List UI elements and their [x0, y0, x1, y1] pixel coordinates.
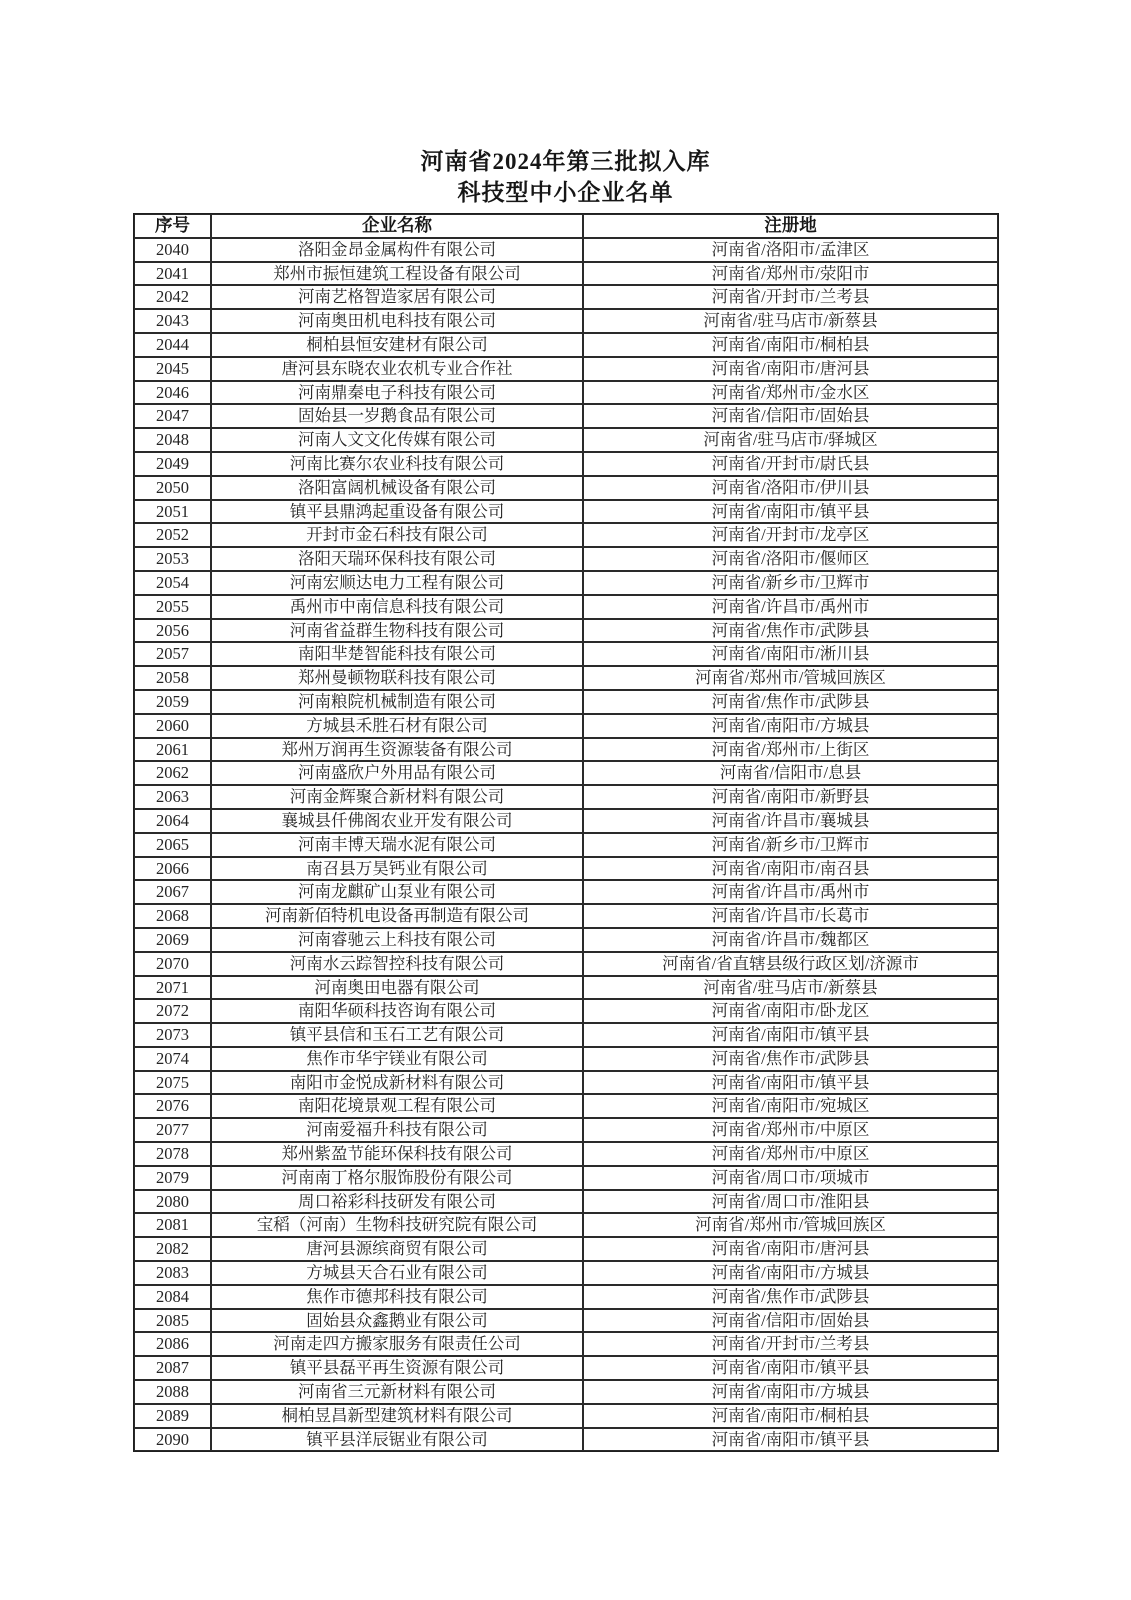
cell-company-name: 方城县天合石业有限公司 — [211, 1261, 583, 1285]
cell-company-name: 南阳芈楚智能科技有限公司 — [211, 642, 583, 666]
cell-serial: 2052 — [134, 523, 211, 547]
cell-company-name: 洛阳天瑞环保科技有限公司 — [211, 547, 583, 571]
cell-serial: 2048 — [134, 428, 211, 452]
table-row — [134, 381, 998, 405]
table-row — [134, 404, 998, 428]
table-row — [134, 1332, 998, 1356]
cell-company-name: 郑州市振恒建筑工程设备有限公司 — [211, 262, 583, 286]
cell-registration: 河南省/焦作市/武陟县 — [583, 1285, 998, 1309]
table-row — [134, 452, 998, 476]
table-row — [134, 1309, 998, 1333]
cell-serial: 2046 — [134, 381, 211, 405]
cell-registration: 河南省/南阳市/桐柏县 — [583, 1404, 998, 1428]
cell-serial: 2080 — [134, 1190, 211, 1214]
table-header-row — [134, 214, 998, 238]
cell-company-name: 河南丰博天瑞水泥有限公司 — [211, 833, 583, 857]
table-row — [134, 809, 998, 833]
companies-table — [133, 213, 999, 1452]
cell-company-name: 南召县万昊钙业有限公司 — [211, 857, 583, 881]
cell-registration: 河南省/开封市/兰考县 — [583, 285, 998, 309]
cell-serial: 2079 — [134, 1166, 211, 1190]
cell-registration: 河南省/许昌市/襄城县 — [583, 809, 998, 833]
cell-registration: 河南省/南阳市/卧龙区 — [583, 999, 998, 1023]
cell-registration: 河南省/许昌市/长葛市 — [583, 904, 998, 928]
cell-registration: 河南省/南阳市/唐河县 — [583, 357, 998, 381]
cell-serial: 2074 — [134, 1047, 211, 1071]
column-header-company-name: 企业名称 — [211, 214, 583, 238]
cell-company-name: 河南宏顺达电力工程有限公司 — [211, 571, 583, 595]
cell-serial: 2042 — [134, 285, 211, 309]
cell-company-name: 桐柏昱昌新型建筑材料有限公司 — [211, 1404, 583, 1428]
table-row — [134, 738, 998, 762]
cell-registration: 河南省/郑州市/管城回族区 — [583, 666, 998, 690]
cell-serial: 2076 — [134, 1094, 211, 1118]
table-row — [134, 500, 998, 524]
cell-serial: 2070 — [134, 952, 211, 976]
table-row — [134, 1118, 998, 1142]
table-row — [134, 690, 998, 714]
cell-registration: 河南省/新乡市/卫辉市 — [583, 833, 998, 857]
table-row — [134, 1071, 998, 1095]
cell-serial: 2081 — [134, 1213, 211, 1237]
cell-registration: 河南省/郑州市/管城回族区 — [583, 1213, 998, 1237]
cell-registration: 河南省/南阳市/方城县 — [583, 1380, 998, 1404]
cell-company-name: 河南艺格智造家居有限公司 — [211, 285, 583, 309]
cell-company-name: 河南南丁格尔服饰股份有限公司 — [211, 1166, 583, 1190]
table-row — [134, 1237, 998, 1261]
cell-company-name: 周口裕彩科技研发有限公司 — [211, 1190, 583, 1214]
cell-registration: 河南省/郑州市/金水区 — [583, 381, 998, 405]
cell-registration: 河南省/信阳市/固始县 — [583, 404, 998, 428]
cell-serial: 2040 — [134, 238, 211, 262]
table-row — [134, 595, 998, 619]
cell-serial: 2049 — [134, 452, 211, 476]
cell-serial: 2068 — [134, 904, 211, 928]
cell-company-name: 郑州万润再生资源装备有限公司 — [211, 738, 583, 762]
cell-serial: 2088 — [134, 1380, 211, 1404]
cell-serial: 2082 — [134, 1237, 211, 1261]
cell-serial: 2078 — [134, 1142, 211, 1166]
cell-registration: 河南省/周口市/项城市 — [583, 1166, 998, 1190]
cell-serial: 2055 — [134, 595, 211, 619]
cell-registration: 河南省/南阳市/方城县 — [583, 1261, 998, 1285]
cell-company-name: 河南龙麒矿山泵业有限公司 — [211, 880, 583, 904]
table-row — [134, 642, 998, 666]
cell-company-name: 桐柏县恒安建材有限公司 — [211, 333, 583, 357]
cell-company-name: 河南金辉聚合新材料有限公司 — [211, 785, 583, 809]
column-header-registration: 注册地 — [583, 214, 998, 238]
cell-company-name: 郑州曼顿物联科技有限公司 — [211, 666, 583, 690]
table-row — [134, 571, 998, 595]
cell-registration: 河南省/洛阳市/伊川县 — [583, 476, 998, 500]
table-row — [134, 1380, 998, 1404]
table-row — [134, 666, 998, 690]
cell-serial: 2059 — [134, 690, 211, 714]
table-row — [134, 1285, 998, 1309]
table-row — [134, 238, 998, 262]
cell-company-name: 河南粮院机械制造有限公司 — [211, 690, 583, 714]
table-row — [134, 523, 998, 547]
cell-company-name: 固始县众鑫鹅业有限公司 — [211, 1309, 583, 1333]
cell-serial: 2056 — [134, 619, 211, 643]
cell-company-name: 镇平县鼎鸿起重设备有限公司 — [211, 500, 583, 524]
document-title — [0, 146, 1131, 208]
cell-serial: 2044 — [134, 333, 211, 357]
cell-company-name: 宝稻（河南）生物科技研究院有限公司 — [211, 1213, 583, 1237]
cell-serial: 2073 — [134, 1023, 211, 1047]
cell-serial: 2043 — [134, 309, 211, 333]
cell-company-name: 洛阳富阔机械设备有限公司 — [211, 476, 583, 500]
cell-serial: 2060 — [134, 714, 211, 738]
cell-registration: 河南省/南阳市/淅川县 — [583, 642, 998, 666]
cell-registration: 河南省/驻马店市/驿城区 — [583, 428, 998, 452]
cell-serial: 2086 — [134, 1332, 211, 1356]
cell-serial: 2067 — [134, 880, 211, 904]
cell-registration: 河南省/郑州市/上街区 — [583, 738, 998, 762]
cell-registration: 河南省/南阳市/镇平县 — [583, 500, 998, 524]
cell-serial: 2062 — [134, 761, 211, 785]
cell-company-name: 郑州紫盈节能环保科技有限公司 — [211, 1142, 583, 1166]
cell-serial: 2071 — [134, 976, 211, 1000]
cell-serial: 2061 — [134, 738, 211, 762]
cell-company-name: 南阳华硕科技咨询有限公司 — [211, 999, 583, 1023]
cell-registration: 河南省/洛阳市/偃师区 — [583, 547, 998, 571]
cell-serial: 2077 — [134, 1118, 211, 1142]
table-row — [134, 285, 998, 309]
cell-registration: 河南省/南阳市/镇平县 — [583, 1023, 998, 1047]
cell-serial: 2053 — [134, 547, 211, 571]
cell-company-name: 河南奥田机电科技有限公司 — [211, 309, 583, 333]
table-row — [134, 1356, 998, 1380]
cell-serial: 2072 — [134, 999, 211, 1023]
cell-company-name: 襄城县仟佛阁农业开发有限公司 — [211, 809, 583, 833]
cell-registration: 河南省/郑州市/荥阳市 — [583, 262, 998, 286]
table-row — [134, 976, 998, 1000]
cell-serial: 2051 — [134, 500, 211, 524]
table-row — [134, 309, 998, 333]
table-row — [134, 785, 998, 809]
table-row — [134, 1404, 998, 1428]
table-row — [134, 262, 998, 286]
cell-company-name: 固始县一岁鹅食品有限公司 — [211, 404, 583, 428]
cell-registration: 河南省/焦作市/武陟县 — [583, 1047, 998, 1071]
cell-registration: 河南省/开封市/尉氏县 — [583, 452, 998, 476]
cell-serial: 2054 — [134, 571, 211, 595]
cell-registration: 河南省/南阳市/镇平县 — [583, 1356, 998, 1380]
cell-registration: 河南省/南阳市/南召县 — [583, 857, 998, 881]
table-row — [134, 1166, 998, 1190]
table-row — [134, 857, 998, 881]
cell-serial: 2085 — [134, 1309, 211, 1333]
table-row — [134, 547, 998, 571]
cell-serial: 2041 — [134, 262, 211, 286]
cell-company-name: 河南比赛尔农业科技有限公司 — [211, 452, 583, 476]
cell-registration: 河南省/许昌市/禹州市 — [583, 880, 998, 904]
cell-company-name: 唐河县东晓农业农机专业合作社 — [211, 357, 583, 381]
cell-registration: 河南省/新乡市/卫辉市 — [583, 571, 998, 595]
cell-serial: 2089 — [134, 1404, 211, 1428]
table-row — [134, 1428, 998, 1452]
cell-serial: 2084 — [134, 1285, 211, 1309]
table-row — [134, 476, 998, 500]
table-row — [134, 1142, 998, 1166]
cell-serial: 2083 — [134, 1261, 211, 1285]
cell-registration: 河南省/焦作市/武陟县 — [583, 690, 998, 714]
table-row — [134, 1190, 998, 1214]
table-row — [134, 357, 998, 381]
cell-company-name: 河南水云踪智控科技有限公司 — [211, 952, 583, 976]
table-row — [134, 1047, 998, 1071]
cell-registration: 河南省/洛阳市/孟津区 — [583, 238, 998, 262]
cell-company-name: 开封市金石科技有限公司 — [211, 523, 583, 547]
table-row — [134, 833, 998, 857]
cell-serial: 2064 — [134, 809, 211, 833]
table-row — [134, 904, 998, 928]
table-row — [134, 619, 998, 643]
cell-serial: 2047 — [134, 404, 211, 428]
cell-registration: 河南省/开封市/龙亭区 — [583, 523, 998, 547]
table-row — [134, 999, 998, 1023]
table-row — [134, 428, 998, 452]
table-row — [134, 1261, 998, 1285]
cell-registration: 河南省/许昌市/禹州市 — [583, 595, 998, 619]
table-row — [134, 1094, 998, 1118]
cell-company-name: 河南新佰特机电设备再制造有限公司 — [211, 904, 583, 928]
cell-company-name: 河南走四方搬家服务有限责任公司 — [211, 1332, 583, 1356]
cell-serial: 2065 — [134, 833, 211, 857]
cell-company-name: 河南睿驰云上科技有限公司 — [211, 928, 583, 952]
cell-registration: 河南省/郑州市/中原区 — [583, 1142, 998, 1166]
cell-company-name: 南阳市金悦成新材料有限公司 — [211, 1071, 583, 1095]
cell-company-name: 焦作市德邦科技有限公司 — [211, 1285, 583, 1309]
cell-serial: 2063 — [134, 785, 211, 809]
cell-company-name: 镇平县信和玉石工艺有限公司 — [211, 1023, 583, 1047]
cell-registration: 河南省/南阳市/镇平县 — [583, 1071, 998, 1095]
cell-company-name: 镇平县洋辰锯业有限公司 — [211, 1428, 583, 1452]
cell-company-name: 唐河县源缤商贸有限公司 — [211, 1237, 583, 1261]
cell-registration: 河南省/周口市/淮阳县 — [583, 1190, 998, 1214]
cell-company-name: 焦作市华宇镁业有限公司 — [211, 1047, 583, 1071]
table-body — [134, 238, 998, 1452]
cell-serial: 2045 — [134, 357, 211, 381]
cell-serial: 2069 — [134, 928, 211, 952]
cell-company-name: 河南奥田电器有限公司 — [211, 976, 583, 1000]
cell-registration: 河南省/开封市/兰考县 — [583, 1332, 998, 1356]
table-row — [134, 1023, 998, 1047]
cell-registration: 河南省/南阳市/桐柏县 — [583, 333, 998, 357]
cell-registration: 河南省/南阳市/宛城区 — [583, 1094, 998, 1118]
cell-company-name: 镇平县磊平再生资源有限公司 — [211, 1356, 583, 1380]
title-line-2: 科技型中小企业名单 — [457, 180, 674, 205]
cell-registration: 河南省/信阳市/固始县 — [583, 1309, 998, 1333]
cell-company-name: 方城县禾胜石材有限公司 — [211, 714, 583, 738]
cell-company-name: 洛阳金昂金属构件有限公司 — [211, 238, 583, 262]
cell-registration: 河南省/南阳市/方城县 — [583, 714, 998, 738]
cell-company-name: 河南人文文化传媒有限公司 — [211, 428, 583, 452]
cell-serial: 2057 — [134, 642, 211, 666]
cell-serial: 2090 — [134, 1428, 211, 1452]
cell-registration: 河南省/许昌市/魏都区 — [583, 928, 998, 952]
table-row — [134, 1213, 998, 1237]
cell-company-name: 禹州市中南信息科技有限公司 — [211, 595, 583, 619]
cell-registration: 河南省/南阳市/镇平县 — [583, 1428, 998, 1452]
cell-registration: 河南省/省直辖县级行政区划/济源市 — [583, 952, 998, 976]
column-header-serial: 序号 — [134, 214, 211, 238]
cell-registration: 河南省/焦作市/武陟县 — [583, 619, 998, 643]
cell-serial: 2087 — [134, 1356, 211, 1380]
cell-company-name: 河南爱福升科技有限公司 — [211, 1118, 583, 1142]
cell-registration: 河南省/郑州市/中原区 — [583, 1118, 998, 1142]
table-row — [134, 761, 998, 785]
cell-serial: 2058 — [134, 666, 211, 690]
cell-registration: 河南省/南阳市/唐河县 — [583, 1237, 998, 1261]
cell-company-name: 河南鼎秦电子科技有限公司 — [211, 381, 583, 405]
cell-company-name: 河南省益群生物科技有限公司 — [211, 619, 583, 643]
table-row — [134, 714, 998, 738]
cell-company-name: 河南盛欣户外用品有限公司 — [211, 761, 583, 785]
cell-serial: 2075 — [134, 1071, 211, 1095]
table-row — [134, 880, 998, 904]
table-row — [134, 952, 998, 976]
cell-serial: 2066 — [134, 857, 211, 881]
cell-registration: 河南省/驻马店市/新蔡县 — [583, 976, 998, 1000]
table-row — [134, 928, 998, 952]
table-row — [134, 333, 998, 357]
cell-serial: 2050 — [134, 476, 211, 500]
cell-registration: 河南省/南阳市/新野县 — [583, 785, 998, 809]
cell-company-name: 河南省三元新材料有限公司 — [211, 1380, 583, 1404]
cell-registration: 河南省/驻马店市/新蔡县 — [583, 309, 998, 333]
cell-registration: 河南省/信阳市/息县 — [583, 761, 998, 785]
cell-company-name: 南阳花境景观工程有限公司 — [211, 1094, 583, 1118]
title-line-1: 河南省2024年第三批拟入库 — [420, 149, 711, 174]
